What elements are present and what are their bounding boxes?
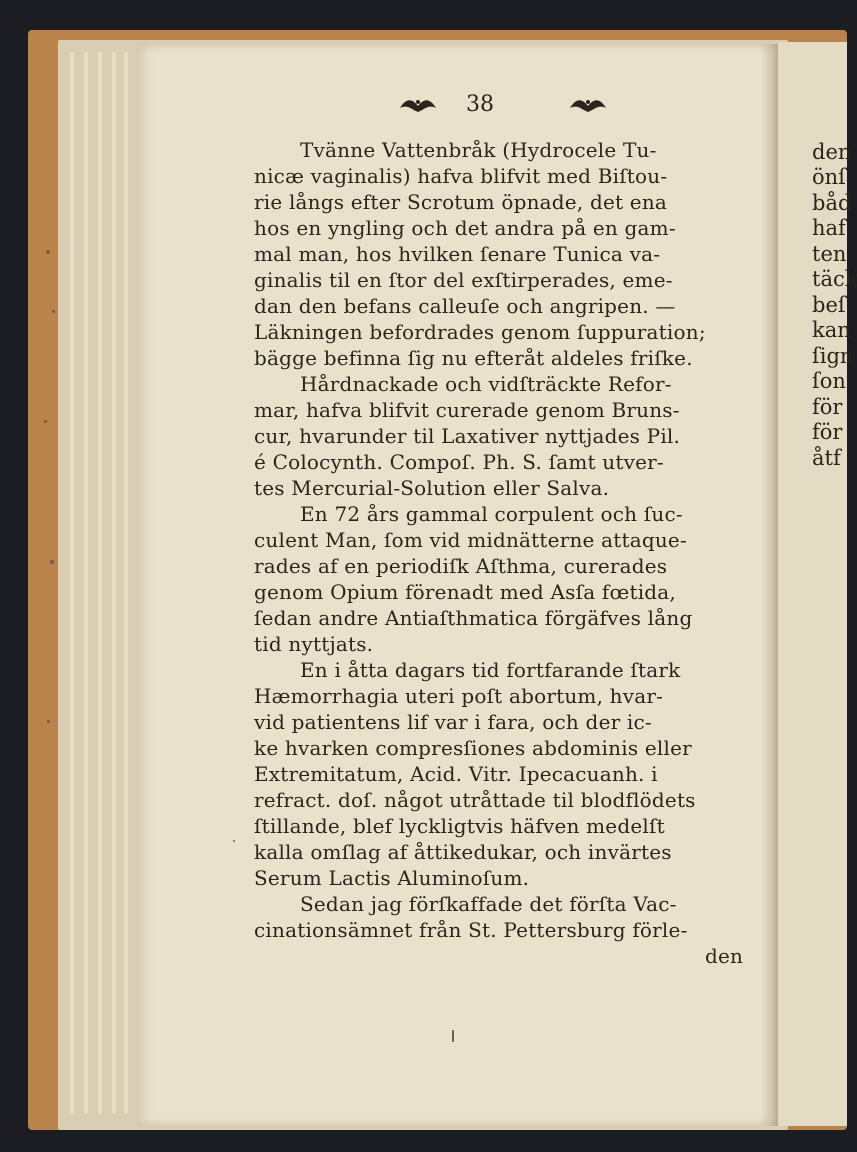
text-line: rie långs efter Scrotum öpnade, det ena xyxy=(254,190,668,214)
facing-page-fragment: kan xyxy=(812,318,851,342)
fleuron-right-icon xyxy=(568,96,608,116)
text-line: En i åtta dagars tid fortfarande ſtark xyxy=(300,658,681,682)
paper-speck xyxy=(452,1030,454,1042)
paper-speck xyxy=(44,420,47,423)
facing-page-fragment: den xyxy=(812,140,852,164)
text-line: Extremitatum, Acid. Vitr. Ipecacuanh. i xyxy=(254,762,658,786)
text-line: ſedan andre Antiaſthmatica förgäfves lång xyxy=(254,606,693,630)
text-line: Hæmorrhagia uteri poſt abortum, hvar- xyxy=(254,684,664,708)
facing-page-fragment: för xyxy=(812,395,843,419)
text-line: rades af en periodiſk Aſthma, curerades xyxy=(254,554,668,578)
text-line: dan den befans calleuſe och angripen. — xyxy=(254,294,676,318)
text-line: Hårdnackade och vidſträckte Refor- xyxy=(300,372,672,396)
text-line: kalla omſlag af åttikedukar, och invärtes xyxy=(254,840,672,864)
fleuron-left-icon xyxy=(398,96,438,116)
paper-speck xyxy=(52,310,55,313)
paper-speck xyxy=(46,250,50,254)
facing-page-fragment: ſign xyxy=(812,344,854,368)
page-edge xyxy=(70,52,74,1114)
facing-page-fragment: för xyxy=(812,420,843,444)
text-line: Tvänne Vattenbråk (Hydrocele Tu- xyxy=(300,138,657,162)
text-line: ke hvarken compresſiones abdominis eller xyxy=(254,736,692,760)
text-line: vid patientens lif var i fara, och der ic- xyxy=(254,710,652,734)
text-line: bägge befinna ſig nu efteråt aldeles friſke. xyxy=(254,346,693,370)
facing-page-fragment: båd xyxy=(812,191,852,215)
text-line: é Colocynth. Compoſ. Ph. S. ſamt utver- xyxy=(254,450,664,474)
text-line: Sedan jag förſkaffade det förſta Vac- xyxy=(300,892,677,916)
text-line: hos en yngling och det andra på en gam- xyxy=(254,216,676,240)
text-line: cur, hvarunder til Laxativer nyttjades Pil. xyxy=(254,424,681,448)
facing-page-fragment: önſ xyxy=(812,165,846,189)
text-line: ſtillande, blef lyckligtvis häfven medelſt xyxy=(254,814,665,838)
text-line: refract. doſ. något utråttade til blodflödets xyxy=(254,788,696,812)
text-line: En 72 års gammal corpulent och ſuc- xyxy=(300,502,683,526)
facing-page-fragment: åtf xyxy=(812,446,841,470)
catchword: den xyxy=(705,944,744,968)
text-line: culent Man, ſom vid midnätterne attaque- xyxy=(254,528,687,552)
page-edge xyxy=(124,52,128,1114)
facing-page-fragment: täck xyxy=(812,267,857,291)
paper-speck xyxy=(47,720,50,723)
page-edge xyxy=(84,52,88,1114)
page-header xyxy=(398,92,608,122)
facing-page-fragment: ten xyxy=(812,242,847,266)
facing-page-fragment: haf xyxy=(812,216,846,240)
text-line: nicæ vaginalis) hafva blifvit med Biſtou- xyxy=(254,164,668,188)
text-line: tes Mercurial-Solution eller Salva. xyxy=(254,476,610,500)
text-line: Läkningen befordrades genom ſuppuration; xyxy=(254,320,706,344)
text-line: ginalis til en ſtor del exſtirperades, eme- xyxy=(254,268,673,292)
text-line: tid nyttjats. xyxy=(254,632,374,656)
page-number: 38 xyxy=(466,92,494,117)
facing-page-fragment: beſ xyxy=(812,293,846,317)
paper-speck xyxy=(50,560,54,564)
text-line: mal man, hos hvilken ſenare Tunica va- xyxy=(254,242,661,266)
page-edge xyxy=(112,52,116,1114)
text-line: genom Opium förenadt med Asſa fœtida, xyxy=(254,580,676,604)
text-line: mar, hafva blifvit curerade genom Bruns- xyxy=(254,398,680,422)
text-line: cinationsämnet från St. Pettersburg förle- xyxy=(254,918,688,942)
paper-speck xyxy=(233,840,235,842)
page-edge xyxy=(98,52,102,1114)
facing-page xyxy=(778,42,857,1126)
text-line: Serum Lactis Aluminoſum. xyxy=(254,866,530,890)
facing-page-fragment: ſon xyxy=(812,369,846,393)
